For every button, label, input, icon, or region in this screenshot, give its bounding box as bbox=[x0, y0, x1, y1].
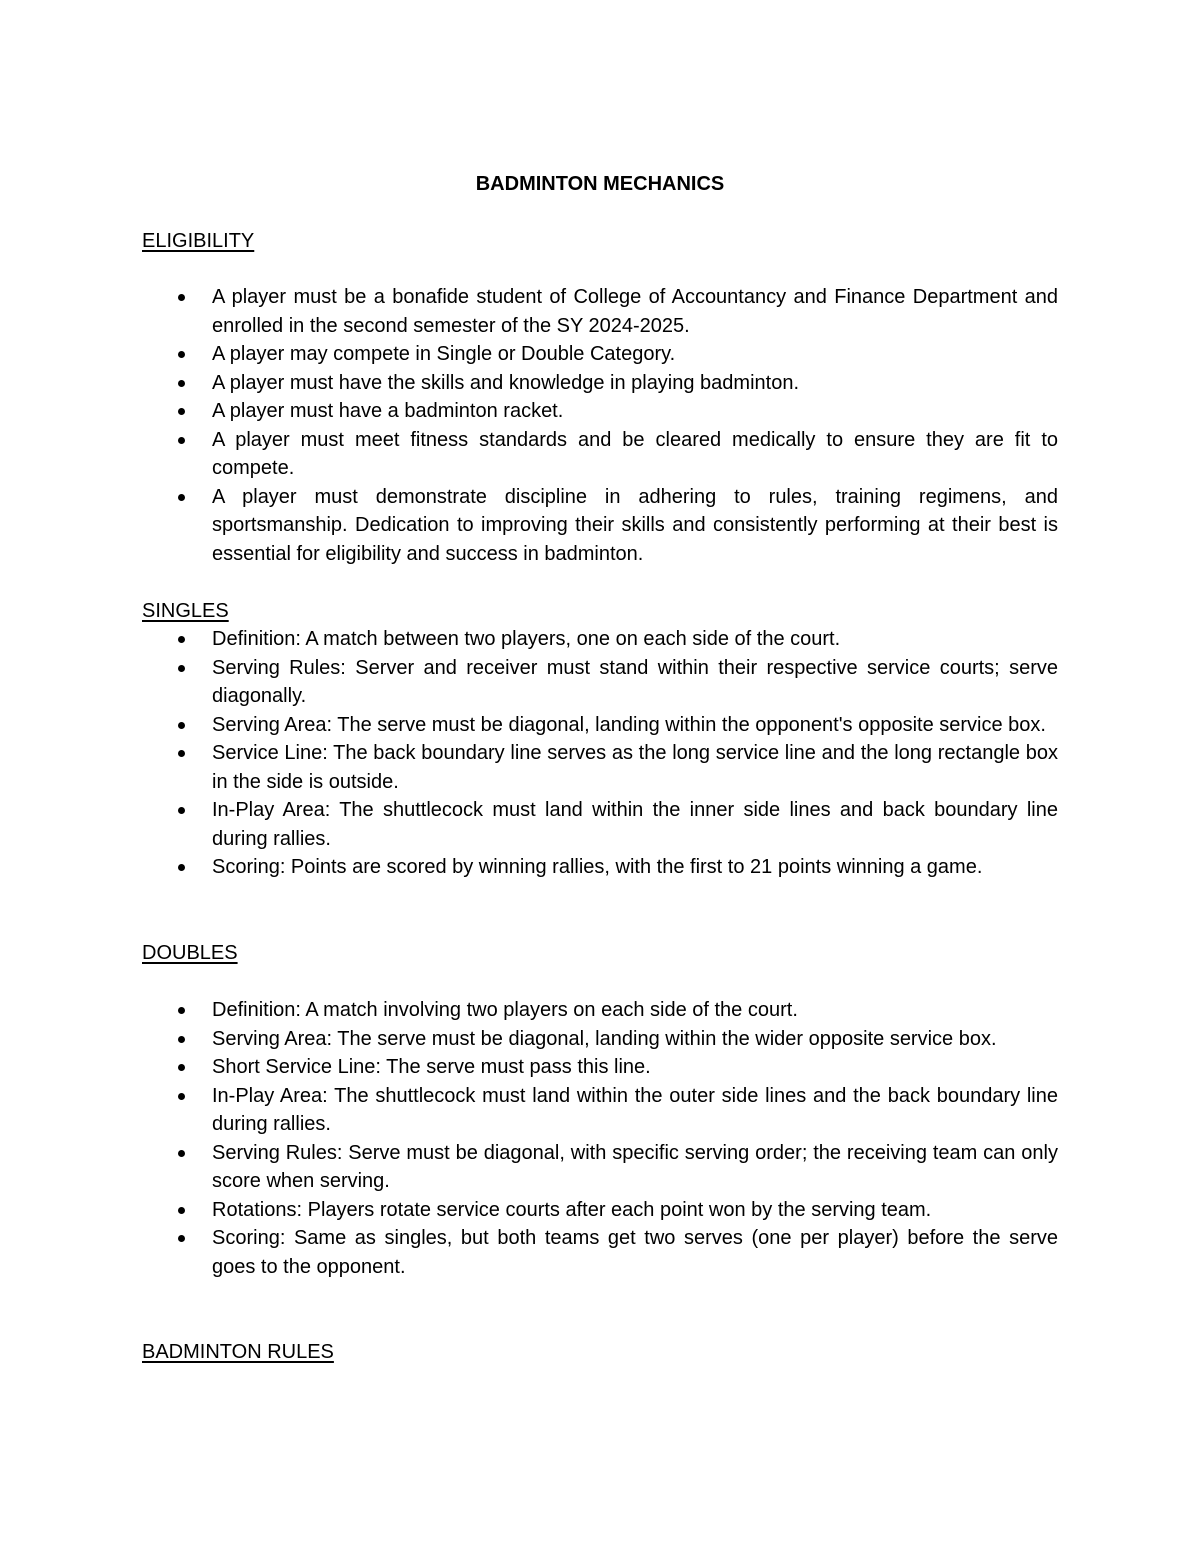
bullet-icon bbox=[178, 1007, 185, 1014]
list-item: A player must demonstrate discipline in adhering to rules, training regimens, and sportsmanship. Dedication to improving their skills and consistently performing at their best is essential for eligibility and success in badminton. bbox=[142, 483, 1058, 569]
bullet-icon bbox=[178, 294, 185, 301]
bullet-icon bbox=[178, 750, 185, 757]
bullet-icon bbox=[178, 494, 185, 501]
bullet-icon bbox=[178, 722, 185, 729]
list-item: Serving Area: The serve must be diagonal, landing within the wider opposite service box. bbox=[142, 1025, 1058, 1054]
bullet-icon bbox=[178, 351, 185, 358]
list-item: Serving Rules: Server and receiver must stand within their respective service courts; serve diagonally. bbox=[142, 654, 1058, 711]
bullet-icon bbox=[178, 380, 185, 387]
list-item: Definition: A match involving two players on each side of the court. bbox=[142, 996, 1058, 1025]
bullet-icon bbox=[178, 1036, 185, 1043]
section-heading-badminton-rules: BADMINTON RULES bbox=[142, 1341, 334, 1363]
section-heading-singles: SINGLES bbox=[142, 600, 229, 622]
list-item: Rotations: Players rotate service courts after each point won by the serving team. bbox=[142, 1196, 1058, 1225]
list-item: Scoring: Points are scored by winning rallies, with the first to 21 points winning a game. bbox=[142, 853, 1058, 882]
bullet-icon bbox=[178, 665, 185, 672]
bullet-icon bbox=[178, 864, 185, 871]
list-item: In-Play Area: The shuttlecock must land within the inner side lines and back boundary line during rallies. bbox=[142, 796, 1058, 853]
list-item: Short Service Line: The serve must pass this line. bbox=[142, 1053, 1058, 1082]
list-item: Service Line: The back boundary line serves as the long service line and the long rectangle box in the side is outside. bbox=[142, 739, 1058, 796]
list-item: Definition: A match between two players, one on each side of the court. bbox=[142, 625, 1058, 654]
section-heading-eligibility: ELIGIBILITY bbox=[142, 230, 255, 252]
bullet-icon bbox=[178, 437, 185, 444]
list-item: A player must have the skills and knowledge in playing badminton. bbox=[142, 369, 1058, 398]
doubles-list bbox=[142, 996, 1058, 1281]
bullet-icon bbox=[178, 636, 185, 643]
bullet-icon bbox=[178, 1235, 185, 1242]
list-item: Scoring: Same as singles, but both teams get two serves (one per player) before the serve goes to the opponent. bbox=[142, 1224, 1058, 1281]
bullet-icon bbox=[178, 1207, 185, 1214]
list-item: In-Play Area: The shuttlecock must land within the outer side lines and the back boundary line during rallies. bbox=[142, 1082, 1058, 1139]
bullet-icon bbox=[178, 1150, 185, 1157]
eligibility-list bbox=[142, 283, 1058, 568]
list-item: A player may compete in Single or Double Category. bbox=[142, 340, 1058, 369]
list-item: A player must meet fitness standards and be cleared medically to ensure they are fit to compete. bbox=[142, 426, 1058, 483]
bullet-icon bbox=[178, 1064, 185, 1071]
page-title: BADMINTON MECHANICS bbox=[475, 173, 725, 195]
singles-list bbox=[142, 625, 1058, 882]
list-item: A player must have a badminton racket. bbox=[142, 397, 1058, 426]
list-item: Serving Area: The serve must be diagonal, landing within the opponent's opposite service box. bbox=[142, 711, 1058, 740]
bullet-icon bbox=[178, 807, 185, 814]
bullet-icon bbox=[178, 1093, 185, 1100]
list-item: Serving Rules: Serve must be diagonal, with specific serving order; the receiving team can only score when serving. bbox=[142, 1139, 1058, 1196]
section-heading-doubles: DOUBLES bbox=[142, 942, 238, 964]
bullet-icon bbox=[178, 408, 185, 415]
list-item: A player must be a bonafide student of College of Accountancy and Finance Department and enrolled in the second semester of the SY 2024-2025. bbox=[142, 283, 1058, 340]
